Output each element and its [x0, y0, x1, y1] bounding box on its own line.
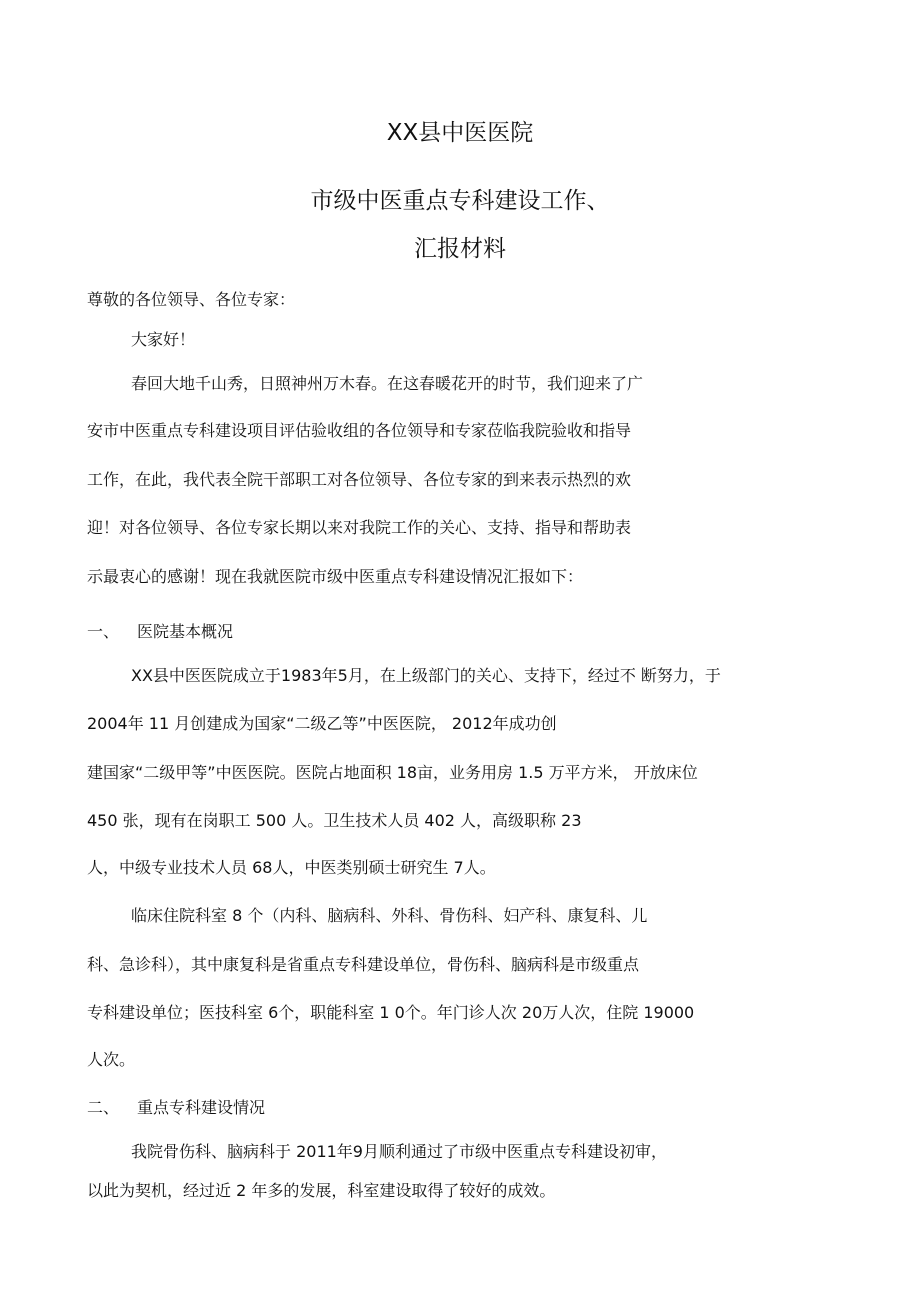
intro-line: 春回大地千山秀，日照神州万木春。在这春暖花开的时节，我们迎来了广 [131, 374, 644, 393]
intro-line: 工作，在此，我代表全院干部职工对各位领导、各位专家的到来表示热烈的欢 [87, 470, 632, 489]
section-1-line: 专科建设单位；医技科室 6个，职能科室 1 0个。年门诊人次 20万人次，住院 19000 [87, 1003, 695, 1022]
section-2-number: 二、 [87, 1098, 120, 1117]
intro-line: 示最衷心的感谢！现在我就医院市级中医重点专科建设情况汇报如下： [87, 567, 584, 586]
section-1-number: 一、 [87, 622, 120, 641]
section-1-heading [87, 621, 233, 643]
document-subtitle-line-1: 市级中医重点专科建设工作、 [310, 188, 610, 214]
section-1-title: 医院基本概况 [137, 622, 234, 641]
document-subtitle-line-2: 汇报材料 [414, 236, 506, 262]
section-2-title: 重点专科建设情况 [137, 1098, 266, 1117]
section-1-line: XX县中医医院成立于1983年5月，在上级部门的关心、支持下，经过不 断努力，于 [131, 666, 721, 685]
section-1-line: 科、急诊科），其中康复科是省重点专科建设单位，骨伤科、脑病科是市级重点 [87, 955, 640, 974]
document-title: XX县中医医院 [386, 120, 534, 146]
salutation: 尊敬的各位领导、各位专家： [87, 290, 296, 309]
section-1-line: 人次。 [87, 1050, 136, 1069]
section-1-line: 人，中级专业技术人员 68人，中医类别硕士研究生 7人。 [87, 858, 496, 877]
section-1-line: 建国家“二级甲等”中医医院。医院占地面积 18亩，业务用房 1.5 万平方米， 开放床位 [87, 763, 698, 782]
greeting: 大家好！ [131, 330, 196, 349]
section-1-line: 450 张，现有在岗职工 500 人。卫生技术人员 402 人，高级职称 23 [87, 811, 582, 830]
intro-line: 迎！对各位领导、各位专家长期以来对我院工作的关心、支持、指导和帮助表 [87, 518, 632, 537]
section-1-line: 临床住院科室 8 个（内科、脑病科、外科、骨伤科、妇产科、康复科、儿 [131, 906, 648, 925]
section-2-heading [87, 1097, 265, 1119]
section-2-line: 我院骨伤科、脑病科于 2011年9月顺利通过了市级中医重点专科建设初审， [131, 1142, 667, 1161]
section-1-line: 2004年 11 月创建成为国家“二级乙等”中医医院， 2012年成功创 [87, 714, 557, 733]
section-2-line: 以此为契机，经过近 2 年多的发展，科室建设取得了较好的成效。 [87, 1181, 556, 1200]
intro-line: 安市中医重点专科建设项目评估验收组的各位领导和专家莅临我院验收和指导 [87, 421, 632, 440]
